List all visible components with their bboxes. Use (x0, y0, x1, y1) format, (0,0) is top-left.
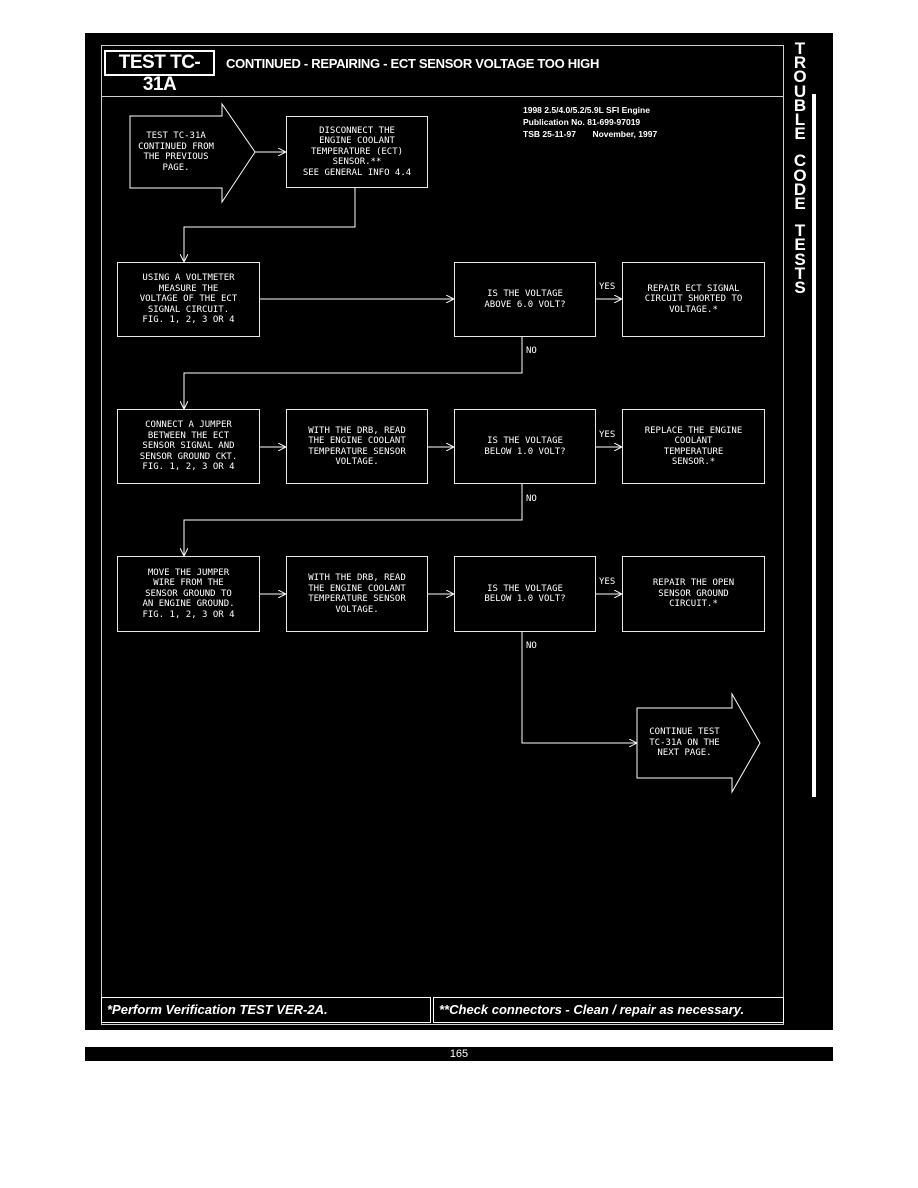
side-letter: D (793, 179, 807, 199)
side-letter: T (794, 263, 806, 283)
side-letter: S (794, 249, 806, 269)
publication-number: Publication No. 81-699-97019 (523, 117, 641, 127)
side-letter: R (793, 53, 807, 73)
no-label-2: NO (526, 494, 537, 504)
side-letter: O (793, 165, 807, 185)
side-letter: L (794, 110, 806, 130)
yes-label-2: YES (599, 430, 616, 440)
disconnect-ect-box: DISCONNECT THE ENGINE COOLANT TEMPERATURE (ECT) SENSOR.** SEE GENERAL INFO 4.4 (286, 116, 428, 188)
side-letter: E (794, 124, 806, 144)
tsb-date: November, 1997 (592, 129, 658, 139)
side-letter: T (794, 221, 806, 241)
side-letter: C (793, 151, 807, 171)
move-jumper-box: MOVE THE JUMPER WIRE FROM THE SENSOR GROUND TO AN ENGINE GROUND. FIG. 1, 2, 3 OR 4 (117, 556, 260, 632)
side-letter: U (793, 81, 807, 101)
question-above-6v: IS THE VOLTAGE ABOVE 6.0 VOLT? (454, 262, 596, 337)
side-letter: O (793, 67, 807, 87)
side-letter: E (794, 194, 806, 214)
page-title: CONTINUED - REPAIRING - ECT SENSOR VOLTAGE TOO HIGH (226, 56, 600, 71)
read-drb-box-2: WITH THE DRB, READ THE ENGINE COOLANT TEMPERATURE SENSOR VOLTAGE. (286, 556, 428, 632)
side-letter: T (794, 39, 806, 58)
question-below-1v-1: IS THE VOLTAGE BELOW 1.0 VOLT? (454, 409, 596, 484)
repair-open-ground-box: REPAIR THE OPEN SENSOR GROUND CIRCUIT.* (622, 556, 765, 632)
no-label-3: NO (526, 641, 537, 651)
footer-verification-note: *Perform Verification TEST VER-2A. (101, 997, 431, 1023)
side-letter: E (794, 235, 806, 255)
measure-voltage-box: USING A VOLTMETER MEASURE THE VOLTAGE OF THE ECT SIGNAL CIRCUIT. FIG. 1, 2, 3 OR 4 (117, 262, 260, 337)
start-node: TEST TC-31A CONTINUED FROM THE PREVIOUS PAGE. (138, 131, 214, 173)
test-id: TEST TC-31A (104, 50, 215, 76)
yes-label-1: YES (599, 282, 616, 292)
tsb-number: TSB 25-11-97 (523, 129, 576, 139)
no-label-1: NO (526, 346, 537, 356)
question-below-1v-2: IS THE VOLTAGE BELOW 1.0 VOLT? (454, 556, 596, 632)
page-number: 165 (85, 1047, 833, 1061)
connect-jumper-box: CONNECT A JUMPER BETWEEN THE ECT SENSOR SIGNAL AND SENSOR GROUND CKT. FIG. 1, 2, 3 OR 4 (117, 409, 260, 484)
side-letter: S (794, 278, 806, 298)
repair-signal-short-box: REPAIR ECT SIGNAL CIRCUIT SHORTED TO VOLTAGE.* (622, 262, 765, 337)
read-drb-box-1: WITH THE DRB, READ THE ENGINE COOLANT TEMPERATURE SENSOR VOLTAGE. (286, 409, 428, 484)
end-node: CONTINUE TEST TC-31A ON THE NEXT PAGE. (649, 727, 720, 759)
footer-connector-note: **Check connectors - Clean / repair as necessary. (433, 997, 784, 1023)
replace-sensor-box: REPLACE THE ENGINE COOLANT TEMPERATURE SENSOR.* (622, 409, 765, 484)
yes-label-3: YES (599, 577, 616, 587)
engine-line: 1998 2.5/4.0/5.2/5.9L SFI Engine (523, 105, 650, 115)
side-letter: B (793, 95, 807, 115)
